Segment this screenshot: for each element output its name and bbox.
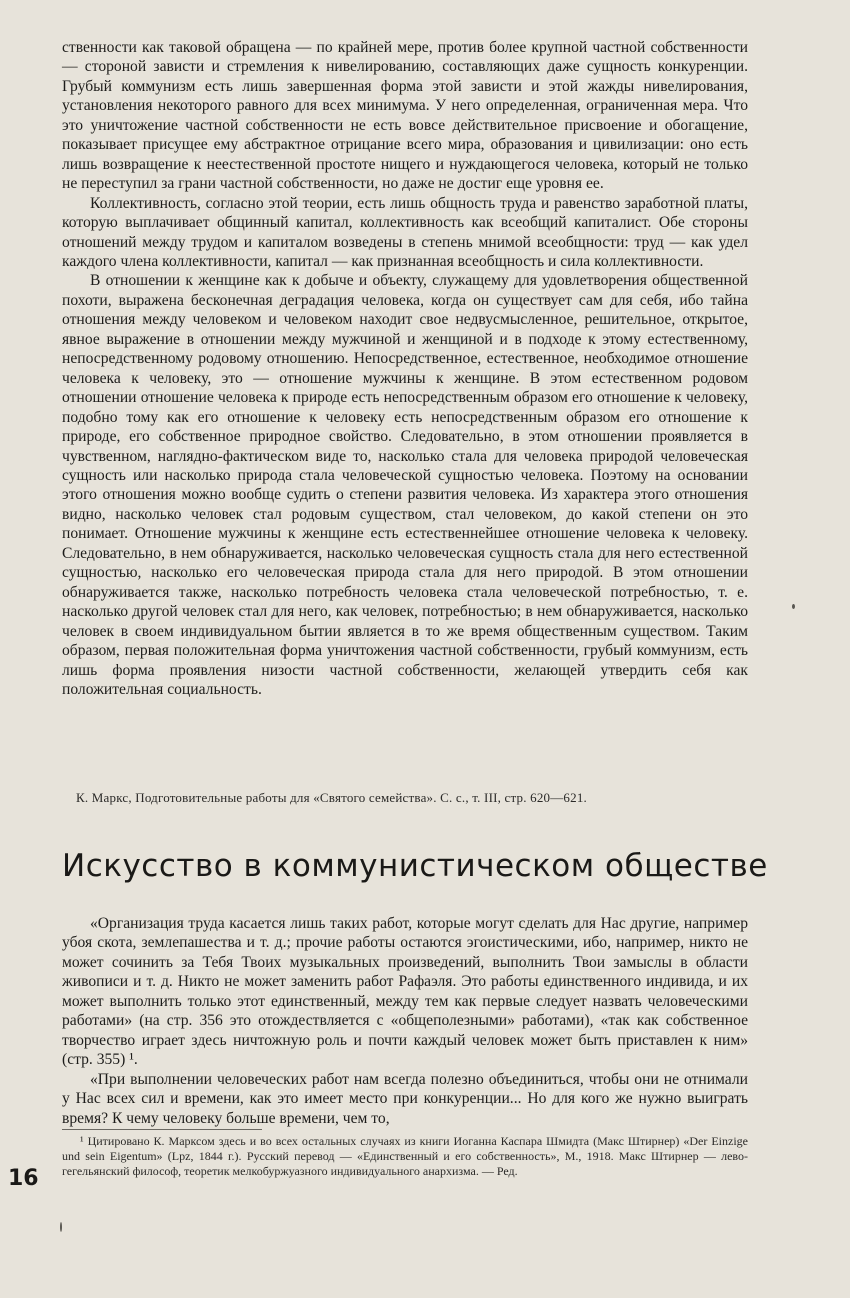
paragraph: «При выполнении человеческих работ нам всегда полезно объединиться, чтобы они не отнимали у Нас всех сил и времени, как это имеет место при конкуренции... Но для кого же нужно выиграть время? К чему человеку больше времени, чем то, <box>62 1070 748 1127</box>
footnote <box>62 1134 748 1179</box>
section-heading: Искусство в коммунистическом обществе <box>62 848 768 884</box>
footnote-text: ¹ Цитировано К. Марксом здесь и во всех остальных случаях из книги Иоганна Каспара Шмидта (Макс Штирнер) «Der Einzige und sein Eigentum» (Lpz, 1844 г.). Русский перевод — «Единственный и его собственность», М., 1918. Макс Штирнер — лево-гегельянский философ, теоретик мелкобуржуазного индивидуального анархизма. — Ред. <box>62 1134 748 1178</box>
paragraph: «Организация труда касается лишь таких работ, которые могут сделать для Нас другие, например убоя скота, землепашества и т. д.; прочие работы остаются эгоистическими, ибо, например, никто не может сочинить за Тебя Твоих музыкальных произведений, выполнить Твои замыслы в области живописи и т. д. Никто не может заменить работ Рафаэля. Это работы единственного индивида, и их может выполнить только этот единственный, между тем как первые следует назвать человеческими работами» (на стр. 356 это отождествляется с «общеполезными» работами), «так как собственное творчество играет здесь ничтожную роль и почти каждый человек может быть приставлен к ним» (стр. 355) ¹. <box>62 915 748 1069</box>
paragraph: В отношении к женщине как к добыче и объекту, служащему для удовлетворения общественной похоти, выражена бесконечная деградация человека, когда он существует сам для себя, ибо тайна отношения между человеком и человеком находит свое недвусмысленное, решительное, открытое, явное выражение в отношении между мужчиной и женщиной и в подходе к этому естественному, непосредственному родовому отношению. Непосредственное, естественное, необходимое отношение человека к человеку, это — отношение мужчины к женщине. В этом естественном родовом отношении отношение человека к природе есть непосредственным образом его отношение к человеку, подобно тому как его отношение к человеку есть непосредственным образом его отношение к природе, его собственное природное свойство. Следовательно, в этом отношении проявляется в чувственном, наглядно-фактическом виде то, насколько стала для человека природой человеческая сущность или насколько природа стала человеческой сущностью человека. Поэтому на основании этого отношения можно вообще судить о степени развития человека. Из характера этого отношения видно, насколько человек стал родовым существом, стал человеком, до какой степени он это понимает. Отношение мужчины к женщине есть естественнейшее отношение человека к человеку. Следовательно, в нем обнаруживается, насколько человеческая сущность стала для него естественной сущностью, насколько его человеческая природа стала для него природой. В этом отношении обнаруживается также, насколько потребность человека стала человеческой потребностью, т. е. насколько другой человек стал для него, как человек, потребностью; в нем обнаруживается, насколько человек в своем индивидуальном бытии является в то же время общественным существом. Таким образом, первая положительная форма уничтожения частной собственности, грубый коммунизм, есть лишь форма проявления низости частной собственности, желающей утвердить себя как положительная социальность. <box>62 272 748 698</box>
attribution: К. Маркс, Подготовительные работы для «Святого семейства». С. с., т. III, стр. 620—621. <box>76 790 587 805</box>
print-speck <box>792 604 795 609</box>
section-text <box>62 914 748 1128</box>
page-number: 16 <box>8 1166 39 1191</box>
paragraph: ственности как таковой обращена — по крайней мере, против более крупной частной собственности — стороной зависти и стремления к нивелированию, составляющих даже сущность конкуренции. Грубый коммунизм есть лишь завершенная форма этой зависти и этой жажды нивелирования, установления некоторого равного для всех минимума. У него определенная, ограниченная мера. Что это уничтожение частной собственности не есть вовсе действительное присвоение и обогащение, показывает присущее ему абстрактное отрицание всего мира, образования и цивилизации: оно есть лишь возвращение к неестественной простоте нищего и нуждающегося человека, который не только не переступил за грани частной собственности, но даже не достиг еще уровня ее. <box>62 39 748 193</box>
main-text <box>62 38 748 699</box>
print-speck <box>60 1222 62 1232</box>
paragraph: Коллективность, согласно этой теории, есть лишь общность труда и равенство заработной платы, которую выплачивает общинный капитал, коллективность как всеобщий капиталист. Обе стороны отношений между трудом и капиталом возведены в степень мнимой всеобщности: труд — как удел каждого члена коллективности, капитал — как признанная всеобщность и сила коллективности. <box>62 194 748 270</box>
footnote-divider <box>62 1129 262 1130</box>
